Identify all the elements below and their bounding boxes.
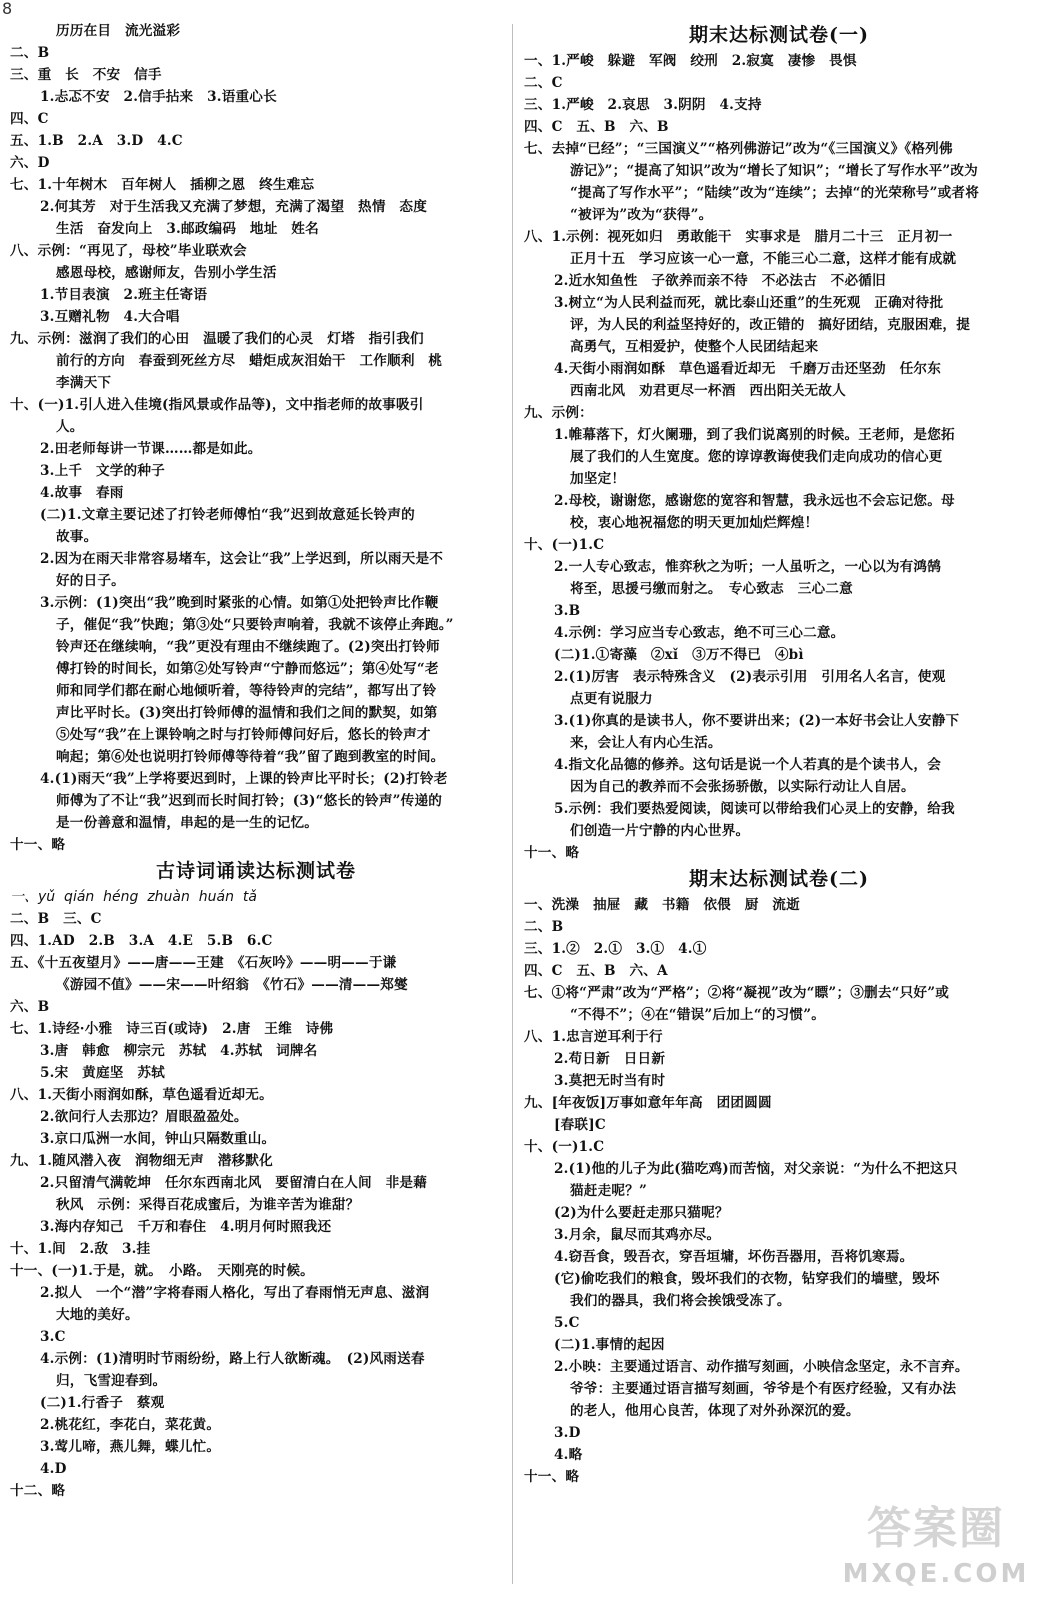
pinyin-answer-line: 一、yǔ qián héng zhuàn huán tǎ (10, 889, 257, 905)
answer-line: 四、C 五、B 六、A (524, 963, 668, 979)
answer-line: 高勇气，互相爱护，使整个人民团结起来 (570, 339, 819, 355)
answer-line: 大地的美好。 (56, 1307, 139, 1323)
answer-line: 游记》”；“提高了知识”改为“增长了知识”；“增长了写作水平”改为 (570, 163, 978, 179)
left-answer-block (10, 20, 502, 856)
answer-line: 4.故事 春雨 (40, 485, 124, 501)
answer-line: 三、重 长 不安 信手 (10, 67, 162, 83)
left-column (10, 20, 502, 1502)
answer-line: 3.上千 文学的种子 (40, 463, 165, 479)
answer-line: 5.宋 黄庭坚 苏轼 (40, 1065, 165, 1081)
answer-line: “提高了写作水平”；“陆续”改为“连续”；去掉“的光荣称号”或者将 (570, 185, 979, 201)
answer-line: 傅打铃的时间长，如第②处写铃声“宁静而悠远”；第④处写“老 (56, 661, 439, 677)
answer-line: 十一、略 (524, 845, 580, 861)
answer-line: 子，催促“我”快跑；第③处“只要铃声响着，我就不该停止奔跑。” (56, 617, 454, 633)
answer-line: 3.树立“为人民利益而死，就比泰山还重”的生死观 正确对待批 (554, 295, 944, 311)
answer-line: 四、1.AD 2.B 3.A 4.E 5.B 6.C (10, 933, 273, 949)
answer-line: 西南北风 劝君更尽一杯酒 西出阳关无故人 (570, 383, 846, 399)
answer-line: 2.(1)厉害 表示特殊含义 (2)表示引用 引用名人名言，使观 (554, 669, 946, 685)
answer-line: 响起；第⑥处也说明打铃师傅等待着“我”留了跑到教室的时间。 (56, 749, 445, 765)
answer-line: ⑤处写“我”在上课铃响之时与打铃师傅问好后，悠长的铃声才 (56, 727, 431, 743)
answer-line: 一、洗澡 抽屉 藏 书籍 依偎 厨 流逝 (524, 897, 800, 913)
answer-line: 十一、略 (10, 837, 66, 853)
answer-line: 四、C 五、B 六、B (524, 119, 669, 135)
answer-line: 们创造一片宁静的内心世界。 (570, 823, 750, 839)
answer-line: 正月十五 学习应该一心一意，不能三心二意，这样才能有成就 (570, 251, 957, 267)
answer-line: 3.海内存知己 千万和春住 4.明月何时照我还 (40, 1219, 332, 1235)
answer-line: 2.一人专心致志，惟弈秋之为听；一人虽听之，一心以为有鸿鹄 (554, 559, 942, 575)
answer-line: 秋风 示例：采得百花成蜜后，为谁辛苦为谁甜？ (56, 1197, 360, 1213)
answer-line: (它)偷吃我们的粮食，毁坏我们的衣物，钻穿我们的墙壁，毁坏 (554, 1271, 940, 1287)
answer-line: 3.月余，鼠尽而其鸡亦尽。 (554, 1227, 721, 1243)
answer-line: 4.略 (554, 1447, 583, 1463)
answer-line: 4.示例：(1)清明时节雨纷纷，路上行人欲断魂。 (2)风雨送春 (40, 1351, 425, 1367)
answer-line: 2.欲问行人去那边？眉眼盈盈处。 (40, 1109, 248, 1125)
answer-line: 3.莫把无时当有时 (554, 1073, 666, 1089)
answer-line: 校，衷心地祝福您的明天更加灿烂辉煌！ (570, 515, 819, 531)
answer-line: 4.示例：学习应当专心致志，绝不可三心二意。 (554, 625, 845, 641)
answer-line: 二、B (524, 919, 564, 935)
section-title-final-test-2: 期末达标测试卷(二) (689, 868, 869, 890)
answer-line: 3.B (554, 603, 581, 619)
answer-line: 《游园不值》——宋——叶绍翁 《竹石》——清——郑燮 (56, 977, 408, 993)
answer-line: 四、C (10, 111, 49, 127)
answer-line: 十二、略 (10, 1483, 66, 1499)
answer-line: 1.帷幕落下，灯火阑珊，到了我们说离别的时候。王老师，是您拓 (554, 427, 955, 443)
answer-line: 七、1.十年树木 百年树人 插柳之恩 终生难忘 (10, 177, 315, 193)
answer-line: 5.示例：我们要热爱阅读，阅读可以带给我们心灵上的安静，给我 (554, 801, 955, 817)
answer-line: 五、《十五夜望月》——唐——王建 《石灰吟》——明——于谦 (10, 955, 397, 971)
answer-line: 4.(1)雨天“我”上学将要迟到时，上课的铃声比平时长；(2)打铃老 (40, 771, 448, 787)
answer-line: 3.互赠礼物 4.大合唱 (40, 309, 180, 325)
answer-line: 人。 (56, 419, 84, 435)
answer-line: 4.D (40, 1461, 67, 1477)
watermark-logo-text: 答案圈 (867, 1503, 1005, 1554)
answer-line: 师和同学们都在耐心地倾听着，等待铃声的完结”，都写出了铃 (56, 683, 437, 699)
answer-line: 4.指文化品德的修养。这句话是说一个人若真的是个读书人，会 (554, 757, 942, 773)
answer-line: 2.因为在雨天非常容易堵车，这会让“我”上学迟到，所以雨天是不 (40, 551, 444, 567)
answer-line: 归，飞雪迎春到。 (56, 1373, 167, 1389)
answer-line: 2.近水知鱼性 子欲养而亲不待 不必法古 不必循旧 (554, 273, 886, 289)
answer-line: 2.桃花红，李花白，菜花黄。 (40, 1417, 221, 1433)
answer-line: 1.忐忑不安 2.信手拈来 3.语重心长 (40, 89, 277, 105)
answer-line: 2.母校，谢谢您，感谢您的宽容和智慧，我永远也不会忘记您。母 (554, 493, 955, 509)
answer-line: 3.C (40, 1329, 66, 1345)
answer-line: 前行的方向 春蚕到死丝方尽 蜡炬成灰泪始干 工作顺利 桃 (56, 353, 443, 369)
answer-line: 展了我们的人生宽度。您的谆谆教诲使我们走向成功的信心更 (570, 449, 943, 465)
answer-line: 来，会让人有内心生活。 (570, 735, 722, 751)
answer-line: 八、示例：“再见了，母校”毕业联欢会 (10, 243, 247, 259)
answer-line: 李满天下 (56, 375, 112, 391)
answer-line: 4.窃吾食，毁吾衣，穿吾垣墉，坏伤吾器用，吾将饥寒焉。 (554, 1249, 914, 1265)
right-column (524, 20, 1034, 1488)
answer-line: 1.节目表演 2.班主任寄语 (40, 287, 208, 303)
answer-line: (二)1.①寄藻 ②xǐ ③万不得已 ④bì (554, 647, 804, 663)
answer-line: 声比平时长。(3)突出打铃师傅的温情和我们之间的默契，如第 (56, 705, 438, 721)
answer-line: 八、1.天街小雨润如酥，草色遥看近却无。 (10, 1087, 273, 1103)
answer-line: 好的日子。 (56, 573, 125, 589)
answer-line: 2.(1)他的儿子为此(猫吃鸡)而苦恼，对父亲说：“为什么不把这只 (554, 1161, 958, 1177)
answer-line: 五、1.B 2.A 3.D 4.C (10, 133, 183, 149)
answer-line: 十、(一)1.C (524, 537, 605, 553)
answer-line: 六、B (10, 999, 50, 1015)
answer-line: 2.何其芳 对于生活我又充满了梦想，充满了渴望 热情 态度 (40, 199, 428, 215)
answer-line: 九、示例： (524, 405, 593, 421)
answer-line: 将至，思援弓缴而射之。 专心致志 三心二意 (570, 581, 853, 597)
answer-line: 故事。 (56, 529, 98, 545)
site-watermark (838, 1500, 1038, 1592)
answer-line: 3.(1)你真的是读书人，你不要讲出来；(2)一本好书会让人安静下 (554, 713, 960, 729)
answer-line: 二、C (524, 75, 563, 91)
answer-line: 八、1.示例：视死如归 勇敢能干 实事求是 腊月二十三 正月初一 (524, 229, 953, 245)
answer-line: 3.京口瓜洲一水间，钟山只隔数重山。 (40, 1131, 276, 1147)
answer-line: (2)为什么要赶走那只猫呢？ (554, 1205, 729, 1221)
answer-line: 三、1.严峻 2.哀思 3.阴阴 4.支持 (524, 97, 762, 113)
answer-line: 是一份善意和温情，串起的是一生的记忆。 (56, 815, 319, 831)
answer-line: 感恩母校，感谢师友，告别小学生活 (56, 265, 277, 281)
answer-line: 十一、略 (524, 1469, 580, 1485)
answer-line: 师傅为了不让“我”迟到而长时间打铃；(3)“悠长的铃声”传递的 (56, 793, 443, 809)
answer-line: “被评为”改为“获得”。 (570, 207, 713, 223)
page-corner-mark: 8 (2, 0, 13, 18)
answer-line: 九、示例：滋润了我们的心田 温暖了我们的心灵 灯塔 指引我们 (10, 331, 424, 347)
answer-line: 5.C (554, 1315, 580, 1331)
answer-line: 二、B (10, 45, 50, 61)
answer-line: 2.小映：主要通过语言、动作描写刻画，小映信念坚定，永不言弃。 (554, 1359, 969, 1375)
answer-line: 十、1.间 2.敌 3.挂 (10, 1241, 151, 1257)
answer-line: 六、D (10, 155, 50, 171)
answer-line: 七、①将“严肃”改为“严格”；②将“凝视”改为“瞟”；③删去“只好”或 (524, 985, 950, 1001)
section-title-ancient-poetry: 古诗词诵读达标测试卷 (155, 860, 356, 882)
answer-line: 七、1.诗经·小雅 诗三百(或诗) 2.唐 王维 诗佛 (10, 1021, 334, 1037)
final-test-2-answers (524, 894, 1034, 1488)
answer-line: 铃声还在继续响，“我”更没有理由不继续跑了。(2)突出打铃师 (56, 639, 440, 655)
answer-line: (二)1.事情的起因 (554, 1337, 665, 1353)
answer-line: 2.拟人 一个“潜”字将春雨人格化，写出了春雨悄无声息、滋润 (40, 1285, 430, 1301)
answer-line: 2.苟日新 日日新 (554, 1051, 666, 1067)
answer-line: 3.D (554, 1425, 581, 1441)
answer-line: 2.田老师每讲一节课……都是如此。 (40, 441, 262, 457)
answer-line: [春联]C (554, 1117, 606, 1133)
ancient-poetry-answers (10, 908, 502, 1502)
answer-line: 九、1.随风潜入夜 润物细无声 潜移默化 (10, 1153, 273, 1169)
answer-line: 十、(一)1.C (524, 1139, 605, 1155)
answer-line: 八、1.忠言逆耳利于行 (524, 1029, 663, 1045)
answer-line: 因为自己的教养而不会张扬骄傲，以实际行动让人自居。 (570, 779, 915, 795)
answer-line: 七、去掉“已经”；“三国演义”“格列佛游记”改为“《三国演义》《格列佛 (524, 141, 953, 157)
answer-line: 生活 奋发向上 3.邮政编码 地址 姓名 (56, 221, 319, 237)
answer-line: 爷爷：主要通过语言描写刻画，爷爷是个有医疗经验，又有办法 (570, 1381, 957, 1397)
answer-line: 十、(一)1.引人进入佳境(指风景或作品等)，文中指老师的故事吸引 (10, 397, 424, 413)
answer-line: 3.莺儿啼，燕儿舞，蝶儿忙。 (40, 1439, 221, 1455)
answer-line: 一、1.严峻 躲避 军阀 绞刑 2.寂寞 凄惨 畏惧 (524, 53, 857, 69)
column-divider (512, 24, 513, 1584)
section-title-final-test-1: 期末达标测试卷(一) (689, 24, 869, 46)
answer-line: 二、B 三、C (10, 911, 102, 927)
answer-line: 我们的器具，我们将会挨饿受冻了。 (570, 1293, 791, 1309)
answer-line: 加坚定！ (570, 471, 626, 487)
answer-line: 3.示例：(1)突出“我”晚到时紧张的心情。如第①处把铃声比作鞭 (40, 595, 439, 611)
answer-line: 4.天街小雨润如酥 草色遥看近却无 千磨万击还坚劲 任尔东 (554, 361, 942, 377)
answer-line: 3.唐 韩愈 柳宗元 苏轼 4.苏轼 词牌名 (40, 1043, 318, 1059)
final-test-1-answers (524, 50, 1034, 864)
answer-line: 九、[年夜饭]万事如意年年高 团团圆圆 (524, 1095, 772, 1111)
answer-line: “不得不”；④在“错误”后加上“的习惯”。 (570, 1007, 826, 1023)
answer-line: 三、1.② 2.① 3.① 4.① (524, 941, 707, 957)
answer-line: 2.只留清气满乾坤 任尔东西南北风 要留清白在人间 非是藉 (40, 1175, 428, 1191)
answer-line: 点更有说服力 (570, 691, 653, 707)
answer-line: 的老人，他用心良苦，体现了对外孙深沉的爱。 (570, 1403, 860, 1419)
answer-line: 十一、(一)1.于是，就。 小路。 天刚亮的时候。 (10, 1263, 314, 1279)
answer-line: (二)1.行香子 蔡观 (40, 1395, 165, 1411)
answer-line: 猫赶走呢？” (570, 1183, 647, 1199)
answer-line: (二)1.文章主要记述了打铃老师傅怕“我”迟到故意延长铃声的 (40, 507, 415, 523)
answer-line: 历历在目 流光溢彩 (56, 23, 181, 39)
watermark-url: MXQE.COM (842, 1559, 1030, 1589)
answer-line: 评，为人民的利益坚持好的，改正错的 搞好团结，克服困难，提 (570, 317, 971, 333)
